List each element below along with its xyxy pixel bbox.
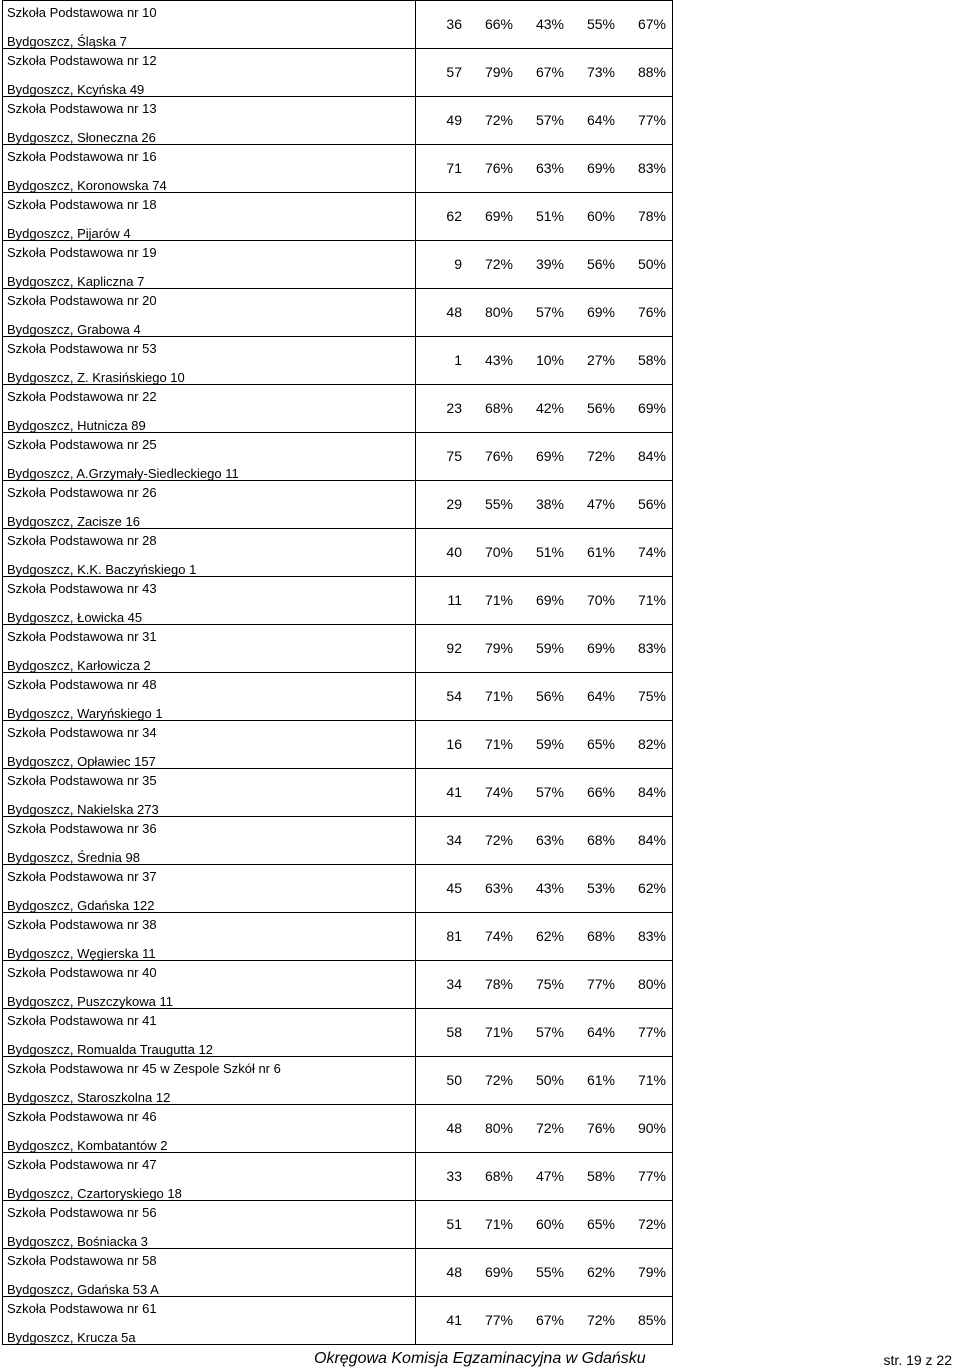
school-address: Bydgoszcz, Węgierska 11 [7,946,156,961]
percent-value: 58% [586,1167,615,1184]
percent-value: 56% [586,255,615,272]
stats-cell [416,961,673,1009]
table-row [3,1,673,49]
percent-value: 62% [535,927,564,944]
page-footer [0,1348,960,1368]
table-row [3,1201,673,1249]
percent-value: 69% [586,303,615,320]
school-name: Szkoła Podstawowa nr 31 [7,629,157,644]
count-value: 58 [446,1023,462,1040]
table-row [3,673,673,721]
table-row [3,289,673,337]
percent-value: 61% [586,543,615,560]
percent-value: 57% [535,1023,564,1040]
school-name: Szkoła Podstawowa nr 18 [7,197,157,212]
count-value: 48 [446,1263,462,1280]
count-value: 33 [446,1167,462,1184]
school-address: Bydgoszcz, Staroszkolna 12 [7,1090,171,1105]
percent-value: 57% [535,783,564,800]
percent-value: 71% [637,1071,666,1088]
school-name: Szkoła Podstawowa nr 41 [7,1013,157,1028]
count-value: 48 [446,1119,462,1136]
school-address: Bydgoszcz, Słoneczna 26 [7,130,156,145]
count-value: 75 [446,447,462,464]
school-name: Szkoła Podstawowa nr 16 [7,149,157,164]
school-address: Bydgoszcz, Średnia 98 [7,850,140,865]
percent-value: 64% [586,687,615,704]
school-name: Szkoła Podstawowa nr 35 [7,773,157,788]
school-name: Szkoła Podstawowa nr 43 [7,581,157,596]
percent-value: 72% [637,1215,666,1232]
percent-value: 77% [484,1311,513,1328]
table-row [3,49,673,97]
stats-cell [416,1105,673,1153]
percent-value: 68% [586,831,615,848]
count-value: 41 [446,1311,462,1328]
percent-value: 82% [637,735,666,752]
percent-value: 90% [637,1119,666,1136]
school-address: Bydgoszcz, Nakielska 273 [7,802,159,817]
school-name: Szkoła Podstawowa nr 22 [7,389,157,404]
school-cell [3,577,416,625]
percent-value: 65% [586,735,615,752]
stats-cell [416,337,673,385]
percent-value: 42% [535,399,564,416]
school-address: Bydgoszcz, A.Grzymały-Siedleckiego 11 [7,466,239,481]
school-cell [3,673,416,721]
school-address: Bydgoszcz, Hutnicza 89 [7,418,146,433]
percent-value: 63% [484,879,513,896]
percent-value: 67% [535,1311,564,1328]
count-value: 9 [454,255,462,272]
stats-cell [416,1297,673,1345]
school-cell [3,1,416,49]
school-address: Bydgoszcz, Łowicka 45 [7,610,143,625]
school-cell [3,961,416,1009]
percent-value: 74% [484,783,513,800]
table-row [3,97,673,145]
percent-value: 60% [586,207,615,224]
percent-value: 79% [637,1263,666,1280]
school-name: Szkoła Podstawowa nr 34 [7,725,157,740]
school-address: Bydgoszcz, Pijarów 4 [7,226,131,241]
stats-cell [416,625,673,673]
count-value: 50 [446,1071,462,1088]
school-name: Szkoła Podstawowa nr 10 [7,5,157,20]
table-row [3,913,673,961]
percent-value: 76% [586,1119,615,1136]
percent-value: 43% [535,879,564,896]
percent-value: 72% [484,255,513,272]
stats-cell [416,769,673,817]
school-cell [3,97,416,145]
table-row [3,1009,673,1057]
count-value: 48 [446,303,462,320]
percent-value: 64% [586,1023,615,1040]
table-row [3,145,673,193]
percent-value: 69% [586,639,615,656]
stats-cell [416,97,673,145]
percent-value: 83% [637,159,666,176]
percent-value: 55% [484,495,513,512]
percent-value: 71% [484,687,513,704]
school-name: Szkoła Podstawowa nr 20 [7,293,157,308]
table-row [3,769,673,817]
stats-cell [416,577,673,625]
stats-cell [416,145,673,193]
table-row [3,481,673,529]
percent-value: 74% [637,543,666,560]
percent-value: 76% [637,303,666,320]
percent-value: 71% [484,1023,513,1040]
school-cell [3,625,416,673]
percent-value: 78% [484,975,513,992]
percent-value: 56% [586,399,615,416]
percent-value: 39% [535,255,564,272]
school-cell [3,433,416,481]
table-row [3,385,673,433]
percent-value: 38% [535,495,564,512]
stats-cell [416,433,673,481]
percent-value: 72% [535,1119,564,1136]
school-address: Bydgoszcz, K.K. Baczyńskiego 1 [7,562,197,577]
school-name: Szkoła Podstawowa nr 56 [7,1205,157,1220]
percent-value: 88% [637,63,666,80]
school-cell [3,769,416,817]
school-name: Szkoła Podstawowa nr 58 [7,1253,157,1268]
percent-value: 78% [637,207,666,224]
percent-value: 65% [586,1215,615,1232]
percent-value: 67% [535,63,564,80]
stats-cell [416,49,673,97]
school-cell [3,1009,416,1057]
percent-value: 83% [637,639,666,656]
school-cell [3,289,416,337]
percent-value: 69% [535,591,564,608]
school-address: Bydgoszcz, Karłowicza 2 [7,658,151,673]
percent-value: 63% [535,159,564,176]
count-value: 49 [446,111,462,128]
percent-value: 50% [637,255,666,272]
percent-value: 71% [637,591,666,608]
school-cell [3,1201,416,1249]
school-name: Szkoła Podstawowa nr 47 [7,1157,157,1172]
stats-cell [416,241,673,289]
school-name: Szkoła Podstawowa nr 19 [7,245,157,260]
school-cell [3,529,416,577]
stats-cell [416,193,673,241]
percent-value: 43% [484,351,513,368]
count-value: 51 [446,1215,462,1232]
count-value: 23 [446,399,462,416]
percent-value: 71% [484,735,513,752]
percent-value: 84% [637,831,666,848]
stats-cell [416,673,673,721]
percent-value: 77% [637,111,666,128]
percent-value: 83% [637,927,666,944]
percent-value: 77% [637,1023,666,1040]
count-value: 40 [446,543,462,560]
results-table [2,0,673,1345]
percent-value: 66% [586,783,615,800]
stats-cell [416,1,673,49]
school-name: Szkoła Podstawowa nr 53 [7,341,157,356]
percent-value: 80% [637,975,666,992]
school-name: Szkoła Podstawowa nr 45 w Zespole Szkół nr 6 [7,1061,281,1076]
percent-value: 68% [484,1167,513,1184]
percent-value: 53% [586,879,615,896]
percent-value: 59% [535,735,564,752]
school-address: Bydgoszcz, Zacisze 16 [7,514,140,529]
percent-value: 56% [637,495,666,512]
percent-value: 69% [535,447,564,464]
percent-value: 43% [535,15,564,32]
percent-value: 62% [586,1263,615,1280]
table-row [3,337,673,385]
percent-value: 79% [484,63,513,80]
percent-value: 75% [535,975,564,992]
stats-cell [416,817,673,865]
school-cell [3,865,416,913]
school-cell [3,1057,416,1105]
count-value: 81 [446,927,462,944]
percent-value: 69% [484,207,513,224]
percent-value: 72% [484,1071,513,1088]
percent-value: 71% [484,591,513,608]
school-address: Bydgoszcz, Romualda Traugutta 12 [7,1042,213,1057]
percent-value: 57% [535,303,564,320]
table-row [3,1153,673,1201]
percent-value: 80% [484,1119,513,1136]
school-cell [3,145,416,193]
stats-cell [416,913,673,961]
percent-value: 77% [637,1167,666,1184]
percent-value: 51% [535,207,564,224]
percent-value: 59% [535,639,564,656]
footer-page-number: str. 19 z 22 [883,1352,952,1368]
percent-value: 72% [484,831,513,848]
results-table-body [3,1,673,1345]
stats-cell [416,385,673,433]
count-value: 62 [446,207,462,224]
school-name: Szkoła Podstawowa nr 36 [7,821,157,836]
count-value: 71 [446,159,462,176]
count-value: 54 [446,687,462,704]
percent-value: 57% [535,111,564,128]
school-name: Szkoła Podstawowa nr 28 [7,533,157,548]
school-cell [3,49,416,97]
count-value: 34 [446,831,462,848]
percent-value: 77% [586,975,615,992]
stats-cell [416,1201,673,1249]
percent-value: 61% [586,1071,615,1088]
table-row [3,865,673,913]
count-value: 29 [446,495,462,512]
percent-value: 55% [535,1263,564,1280]
percent-value: 51% [535,543,564,560]
percent-value: 10% [535,351,564,368]
school-cell [3,481,416,529]
table-row [3,241,673,289]
percent-value: 84% [637,447,666,464]
school-name: Szkoła Podstawowa nr 38 [7,917,157,932]
stats-cell [416,865,673,913]
school-address: Bydgoszcz, Opławiec 157 [7,754,156,769]
school-address: Bydgoszcz, Kombatantów 2 [7,1138,168,1153]
school-address: Bydgoszcz, Gdańska 53 A [7,1282,159,1297]
percent-value: 70% [586,591,615,608]
school-address: Bydgoszcz, Grabowa 4 [7,322,141,337]
stats-cell [416,721,673,769]
percent-value: 66% [484,15,513,32]
percent-value: 58% [637,351,666,368]
school-address: Bydgoszcz, Krucza 5a [7,1330,136,1345]
percent-value: 69% [637,399,666,416]
table-row [3,961,673,1009]
percent-value: 76% [484,159,513,176]
percent-value: 74% [484,927,513,944]
school-cell [3,385,416,433]
table-row [3,577,673,625]
school-cell [3,1153,416,1201]
school-name: Szkoła Podstawowa nr 25 [7,437,157,452]
school-address: Bydgoszcz, Waryńskiego 1 [7,706,163,721]
percent-value: 64% [586,111,615,128]
percent-value: 84% [637,783,666,800]
table-row [3,1105,673,1153]
percent-value: 71% [484,1215,513,1232]
school-address: Bydgoszcz, Puszczykowa 11 [7,994,173,1009]
percent-value: 76% [484,447,513,464]
table-row [3,529,673,577]
school-cell [3,1297,416,1345]
school-cell [3,913,416,961]
stats-cell [416,1009,673,1057]
school-address: Bydgoszcz, Czartoryskiego 18 [7,1186,182,1201]
percent-value: 56% [535,687,564,704]
school-address: Bydgoszcz, Koronowska 74 [7,178,167,193]
count-value: 36 [446,15,462,32]
table-row [3,625,673,673]
school-name: Szkoła Podstawowa nr 46 [7,1109,157,1124]
stats-cell [416,481,673,529]
percent-value: 68% [484,399,513,416]
percent-value: 70% [484,543,513,560]
percent-value: 50% [535,1071,564,1088]
school-cell [3,721,416,769]
school-address: Bydgoszcz, Kapliczna 7 [7,274,145,289]
school-cell [3,193,416,241]
percent-value: 80% [484,303,513,320]
school-address: Bydgoszcz, Gdańska 122 [7,898,155,913]
school-address: Bydgoszcz, Kcyńska 49 [7,82,145,97]
school-address: Bydgoszcz, Bośniacka 3 [7,1234,148,1249]
stats-cell [416,289,673,337]
count-value: 92 [446,639,462,656]
percent-value: 85% [637,1311,666,1328]
count-value: 1 [454,351,462,368]
footer-institution: Okręgowa Komisja Egzaminacyjna w Gdańsku [314,1350,646,1367]
count-value: 16 [446,735,462,752]
count-value: 45 [446,879,462,896]
stats-cell [416,1057,673,1105]
school-name: Szkoła Podstawowa nr 37 [7,869,157,884]
percent-value: 79% [484,639,513,656]
table-row [3,1297,673,1345]
stats-cell [416,1153,673,1201]
table-row [3,1249,673,1297]
school-cell [3,1105,416,1153]
percent-value: 62% [637,879,666,896]
percent-value: 68% [586,927,615,944]
school-cell [3,1249,416,1297]
percent-value: 47% [535,1167,564,1184]
percent-value: 75% [637,687,666,704]
stats-cell [416,1249,673,1297]
school-name: Szkoła Podstawowa nr 48 [7,677,157,692]
count-value: 11 [447,591,462,608]
school-cell [3,337,416,385]
school-address: Bydgoszcz, Z. Krasińskiego 10 [7,370,185,385]
table-row [3,721,673,769]
percent-value: 47% [586,495,615,512]
school-name: Szkoła Podstawowa nr 13 [7,101,157,116]
table-row [3,817,673,865]
percent-value: 69% [586,159,615,176]
percent-value: 60% [535,1215,564,1232]
table-row [3,1057,673,1105]
percent-value: 72% [586,447,615,464]
percent-value: 55% [586,15,615,32]
percent-value: 27% [586,351,615,368]
percent-value: 63% [535,831,564,848]
percent-value: 67% [637,15,666,32]
school-cell [3,241,416,289]
school-name: Szkoła Podstawowa nr 61 [7,1301,157,1316]
school-name: Szkoła Podstawowa nr 40 [7,965,157,980]
percent-value: 72% [484,111,513,128]
percent-value: 69% [484,1263,513,1280]
count-value: 41 [446,783,462,800]
table-row [3,433,673,481]
percent-value: 73% [586,63,615,80]
school-name: Szkoła Podstawowa nr 26 [7,485,157,500]
school-cell [3,817,416,865]
table-row [3,193,673,241]
school-address: Bydgoszcz, Śląska 7 [7,34,127,49]
school-name: Szkoła Podstawowa nr 12 [7,53,157,68]
count-value: 34 [446,975,462,992]
percent-value: 72% [586,1311,615,1328]
stats-cell [416,529,673,577]
count-value: 57 [446,63,462,80]
